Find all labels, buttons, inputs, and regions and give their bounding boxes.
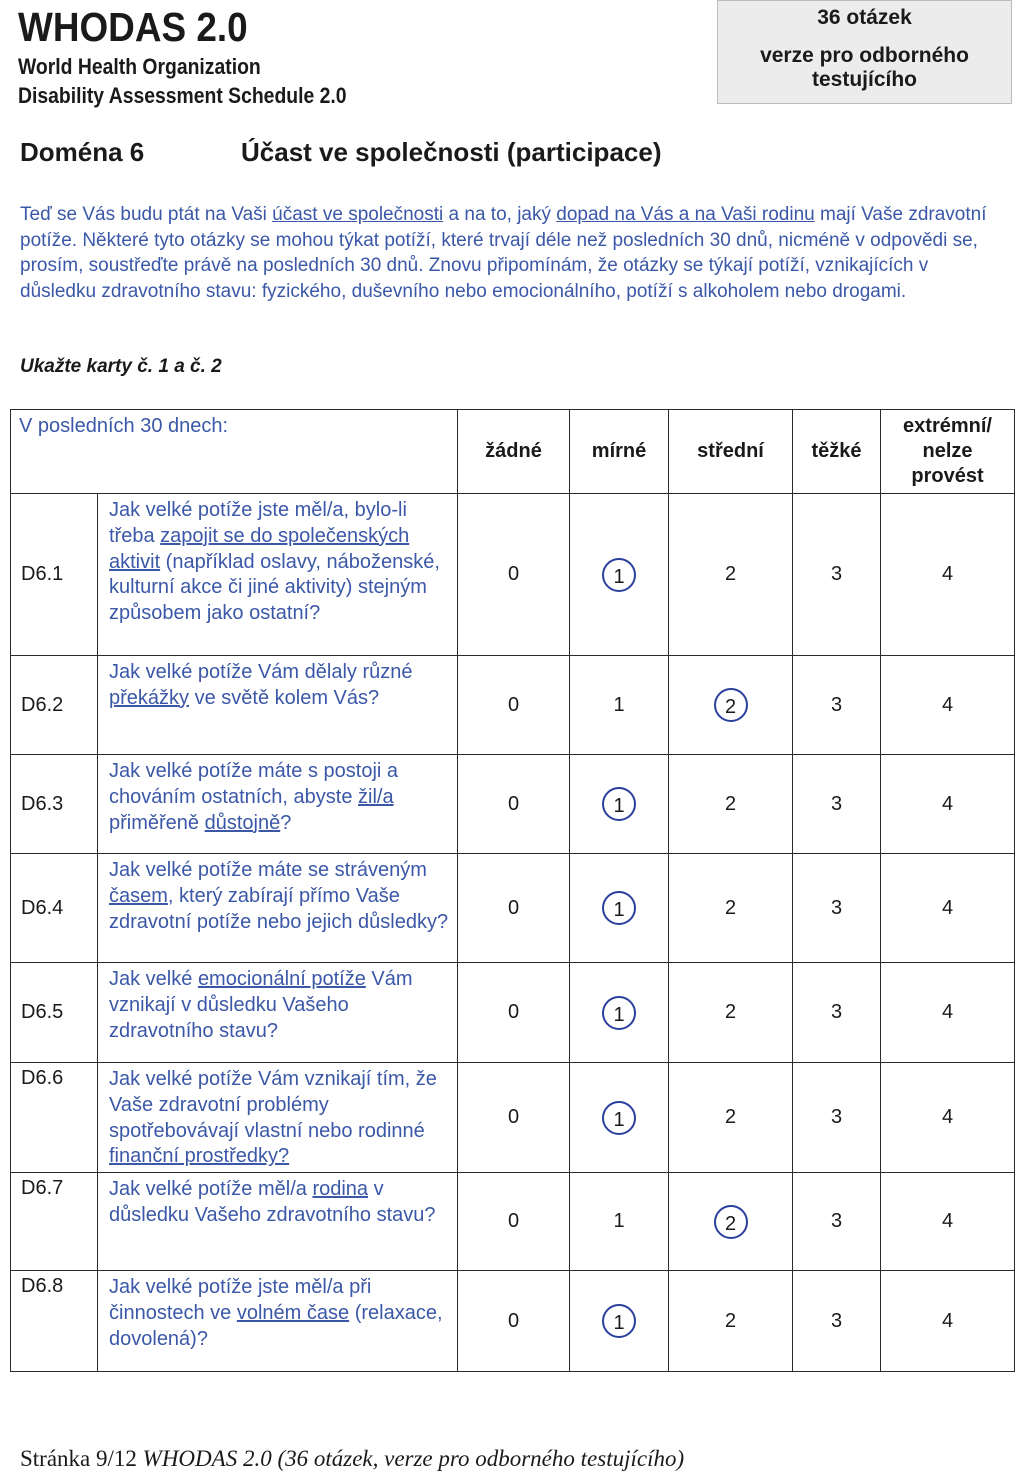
answer-option: 2 [724, 1309, 737, 1332]
question-text-part: přiměřeně [109, 811, 205, 834]
question-text-part: (relaxace, dovolená)? [109, 1301, 443, 1350]
question-id: D6.3 [11, 755, 98, 854]
answer-option-cell[interactable] [570, 963, 669, 1063]
version-line-1: verze pro odborného [760, 44, 969, 67]
page-number: Stránka 9/12 [20, 1446, 143, 1471]
question-emphasis: žil/a [358, 785, 394, 808]
form-reference: WHODAS 2.0 (36 otázek, verze pro odborného testujícího) [142, 1446, 685, 1471]
answer-option-cell[interactable] [458, 854, 570, 963]
answer-option-cell[interactable] [458, 963, 570, 1063]
intro-paragraph [20, 202, 1005, 304]
answer-option: 3 [830, 1309, 843, 1332]
answer-option-cell[interactable] [881, 854, 1015, 963]
question-id: D6.4 [11, 854, 98, 963]
question-text-part: Jak velké potíže máte s postoji a chováním ostatních, abyste [109, 760, 399, 808]
answer-option-cell[interactable] [669, 755, 793, 854]
answer-option: 4 [941, 1001, 954, 1023]
answer-option-cell[interactable] [793, 755, 881, 854]
page-footer [20, 1446, 684, 1472]
question-text-part: (například oslavy, náboženské, kulturní akce či jiné aktivity) stejným způsobem jako ostatní? [109, 550, 440, 625]
org-line-1: World Health Organization [18, 54, 261, 79]
organization-name [18, 52, 347, 110]
answer-option-cell[interactable] [793, 1173, 881, 1271]
question-emphasis: volném čase [236, 1301, 350, 1324]
answer-option-cell[interactable] [669, 494, 793, 656]
answer-option: 3 [830, 563, 843, 585]
answer-option-cell[interactable] [793, 963, 881, 1063]
question-id: D6.6 [11, 1063, 98, 1173]
question-text [98, 755, 458, 854]
answer-option: 0 [507, 1001, 520, 1023]
question-emphasis: rodina [312, 1178, 369, 1200]
answer-option: 3 [830, 1001, 843, 1023]
question-text [98, 494, 458, 656]
question-text [98, 656, 458, 755]
selected-answer-circle: 1 [602, 787, 636, 821]
answer-option: 4 [941, 1309, 954, 1332]
version-label [718, 44, 1011, 92]
question-id: D6.8 [11, 1271, 98, 1372]
answer-option-cell[interactable] [669, 854, 793, 963]
col-header-moderate: střední [669, 410, 793, 494]
answer-option: 0 [507, 896, 520, 919]
answer-option-cell[interactable] [669, 1063, 793, 1173]
question-text [98, 963, 458, 1063]
intro-text-1: Teď se Vás budu ptát na Vaši [20, 204, 273, 225]
table-row [11, 755, 1015, 854]
domain-label: Doména 6 [20, 137, 145, 167]
answer-option: 3 [830, 693, 843, 716]
answer-option-cell[interactable] [881, 1063, 1015, 1173]
table-header-row [11, 410, 1015, 494]
answer-option-cell[interactable] [570, 755, 669, 854]
answer-option-cell[interactable] [570, 1063, 669, 1173]
answer-option-cell[interactable] [793, 494, 881, 656]
col-header-extreme-line-1: extrémní/ [903, 415, 992, 437]
question-text-part: Jak velké potíže máte se stráveným [109, 859, 427, 881]
version-badge [717, 0, 1012, 104]
question-text-part: , který zabírají přímo Vaše zdravotní potíže nebo jejich důsledky? [109, 884, 449, 933]
table-row [11, 1271, 1015, 1372]
question-emphasis: překážky [109, 686, 190, 709]
answer-option-cell[interactable] [881, 656, 1015, 755]
answer-option-cell[interactable] [570, 854, 669, 963]
answer-option-cell[interactable] [458, 755, 570, 854]
col-header-severe: těžké [793, 410, 881, 494]
answer-option: 3 [830, 1106, 843, 1128]
selected-answer-circle: 1 [602, 1101, 636, 1135]
selected-answer-circle: 1 [602, 891, 636, 925]
answer-option: 0 [507, 1210, 520, 1232]
answer-option: 0 [507, 1106, 520, 1128]
question-emphasis: emocionální potíže [197, 968, 366, 990]
answer-option: 2 [724, 563, 737, 585]
col-header-extreme [881, 410, 1015, 494]
answer-option: 1 [613, 693, 625, 716]
answer-option-cell[interactable] [669, 656, 793, 755]
answer-option-cell[interactable] [669, 1173, 793, 1271]
question-text-part: ve světě kolem Vás? [189, 686, 380, 709]
answer-option: 0 [507, 792, 520, 815]
question-text-part: v důsledku Vašeho zdravotního stavu? [109, 1178, 436, 1226]
question-table [10, 409, 1015, 1372]
question-text-part: Jak velké potíže měl/a [109, 1178, 313, 1200]
answer-option-cell[interactable] [881, 755, 1015, 854]
form-title: WHODAS 2.0 [18, 4, 248, 50]
table-row [11, 1063, 1015, 1173]
period-label: V posledních 30 dnech: [11, 410, 458, 494]
question-text-part: Jak velké potíže Vám vznikají tím, že Vaše zdravotní problémy spotřebovávají vlastní nebo rodinné [109, 1068, 437, 1142]
answer-option: 2 [724, 1106, 737, 1128]
answer-option-cell[interactable] [458, 494, 570, 656]
answer-option-cell[interactable] [881, 963, 1015, 1063]
question-emphasis: zapojit se do společenských aktivit [109, 524, 410, 573]
answer-option: 4 [941, 693, 954, 716]
col-header-extreme-line-3: provést [911, 465, 984, 487]
answer-option: 3 [830, 792, 843, 815]
question-id: D6.1 [11, 494, 98, 656]
answer-option: 4 [941, 1106, 954, 1128]
question-text [98, 1063, 458, 1173]
answer-option-cell[interactable] [669, 963, 793, 1063]
table-row [11, 854, 1015, 963]
answer-option: 0 [507, 1309, 520, 1332]
col-header-mild: mírné [570, 410, 669, 494]
selected-answer-circle: 2 [714, 688, 748, 722]
answer-option-cell[interactable] [669, 1271, 793, 1372]
intro-underline-1: účast ve společnosti [272, 204, 444, 225]
col-header-none: žádné [458, 410, 570, 494]
table-row [11, 1173, 1015, 1271]
answer-option-cell[interactable] [458, 1063, 570, 1173]
answer-option: 1 [613, 1210, 625, 1232]
answer-option-cell[interactable] [881, 1271, 1015, 1372]
answer-option: 3 [830, 1210, 843, 1232]
question-id: D6.2 [11, 656, 98, 755]
version-line-2: testujícího [811, 68, 917, 91]
answer-option-cell[interactable] [570, 1271, 669, 1372]
question-emphasis: důstojně [204, 811, 281, 834]
answer-option-cell[interactable] [570, 494, 669, 656]
answer-option: 3 [830, 896, 843, 919]
answer-option-cell[interactable] [793, 1271, 881, 1372]
question-text-part: Jak velké potíže jste měl/a při činnostech ve [109, 1276, 372, 1324]
question-id: D6.7 [11, 1173, 98, 1271]
question-text [98, 1173, 458, 1271]
col-header-extreme-line-2: nelze [922, 440, 973, 462]
selected-answer-circle: 1 [602, 996, 636, 1030]
answer-option: 2 [724, 1001, 737, 1023]
answer-option: 2 [724, 792, 737, 815]
answer-option: 0 [507, 563, 520, 585]
table-row [11, 494, 1015, 656]
answer-option: 2 [724, 896, 737, 919]
answer-option-cell[interactable] [458, 656, 570, 755]
answer-option: 4 [941, 792, 954, 815]
table-row [11, 963, 1015, 1063]
answer-option-cell[interactable] [793, 656, 881, 755]
answer-option: 4 [941, 896, 954, 919]
answer-option-cell[interactable] [793, 854, 881, 963]
card-instruction: Ukažte karty č. 1 a č. 2 [20, 356, 222, 377]
question-emphasis: časem [109, 884, 168, 907]
intro-text-3: mají Vaše zdravotní potíže. Některé tyto otázky se mohou týkat potíží, které trvají déle než posledních 30 dnů, nicméně v odpovědi se, prosím, soustřeďte právě na posledních 30 dnů. Znovu připomínám, že otázky se týkají potíží, vznikajících v důsledku zdravotního stavu: fyzického, duševního nebo emocionálního, potíží s alkoholem nebo drogami. [20, 204, 987, 302]
question-text-part: Jak velké potíže Vám dělaly různé [109, 661, 413, 683]
question-text-part: ? [280, 811, 292, 834]
answer-option-cell[interactable] [570, 656, 669, 755]
answer-option: 4 [941, 563, 954, 585]
intro-underline-2: dopad na Vás a na Vaši rodinu [556, 204, 815, 225]
answer-option: 4 [941, 1210, 954, 1232]
answer-option-cell[interactable] [458, 1173, 570, 1271]
domain-title: Účast ve společnosti (participace) [241, 137, 662, 167]
answer-option-cell[interactable] [793, 1063, 881, 1173]
question-text-part: Vám vznikají v důsledku Vašeho zdravotního stavu? [109, 968, 413, 1042]
selected-answer-circle: 1 [602, 558, 636, 592]
table-row [11, 656, 1015, 755]
selected-answer-circle: 1 [602, 1304, 636, 1338]
intro-text-2: a na to, jaký [443, 204, 557, 225]
answer-option: 0 [507, 693, 520, 716]
selected-answer-circle: 2 [714, 1205, 748, 1239]
question-text [98, 1271, 458, 1372]
question-text [98, 854, 458, 963]
answer-option-cell[interactable] [881, 1173, 1015, 1271]
question-id: D6.5 [11, 963, 98, 1063]
question-count: 36 otázek [817, 6, 912, 29]
question-text-part: Jak velké [109, 968, 198, 990]
answer-option-cell[interactable] [458, 1271, 570, 1372]
org-line-2: Disability Assessment Schedule 2.0 [18, 83, 347, 108]
question-emphasis: finanční prostředky? [109, 1145, 290, 1168]
question-text-part: Jak velké potíže jste měl/a, bylo-li třeba [109, 499, 407, 547]
answer-option-cell[interactable] [570, 1173, 669, 1271]
answer-option-cell[interactable] [881, 494, 1015, 656]
